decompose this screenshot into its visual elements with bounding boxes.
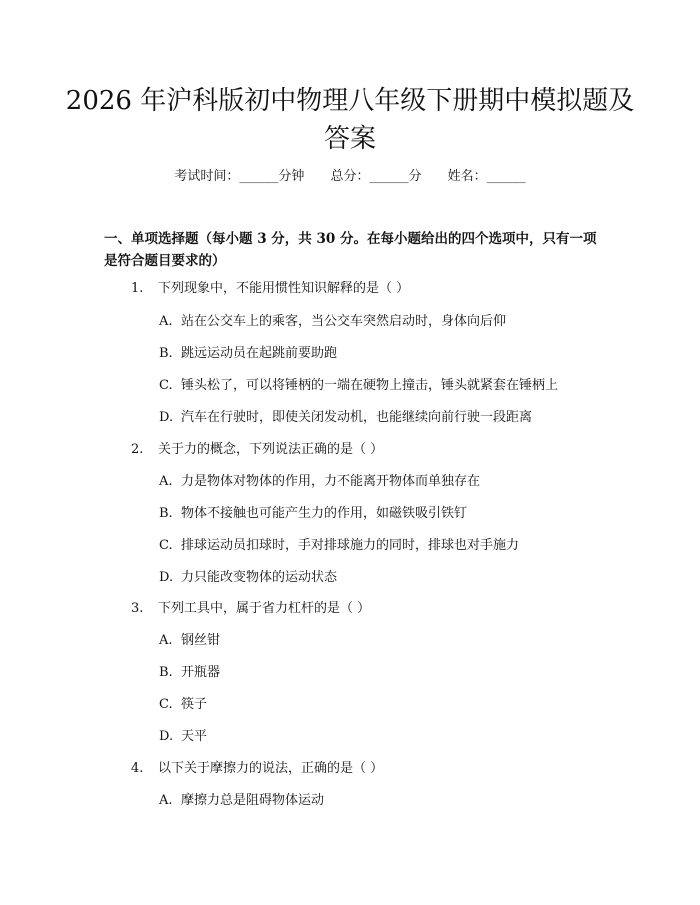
question-4 [131,760,383,778]
question-text: 以下关于摩擦力的说法，正确的是（ ） [158,761,384,776]
option-letter: A. [159,474,173,489]
option-letter: D. [159,410,174,425]
option-4a [159,792,324,810]
section-heading-single-choice: 一、单项选择题（每小题 3 分，共 30 分。在每小题给出的四个选项中，只有一项是符合题目要求的） [104,231,597,269]
option-text: 钢丝钳 [181,633,221,648]
exam-time-label: 考试时间：______分钟 [174,169,305,184]
question-text: 关于力的概念，下列说法正确的是（ ） [158,442,384,457]
option-text: 汽车在行驶时，即使关闭发动机，也能继续向前行驶一段距离 [181,410,533,425]
option-text: 摩擦力总是阻碍物体运动 [181,793,325,808]
question-2 [131,441,383,459]
option-1b [159,345,337,363]
option-text: 力只能改变物体的运动状态 [181,570,338,585]
question-number: 4. [131,761,144,776]
option-text: 站在公交车上的乘客，当公交车突然启动时，身体向后仰 [181,314,507,329]
option-1d [159,409,532,427]
option-text: 开瓶器 [181,665,221,680]
option-3a [159,632,220,650]
option-2a [159,473,480,491]
option-text: 力是物体对物体的作用，力不能离开物体而单独存在 [181,474,481,489]
option-3b [159,664,220,682]
option-letter: C. [159,538,173,553]
option-letter: B. [159,665,173,680]
option-letter: A. [159,633,173,648]
option-letter: B. [159,506,173,521]
option-letter: D. [159,570,174,585]
question-1 [131,280,409,298]
option-2b [159,505,467,523]
option-text: 锤头松了，可以将锤柄的一端在硬物上撞击，锤头就紧套在锤柄上 [181,378,559,393]
total-score-label: 总分：______分 [330,169,422,184]
document-title: 2026 年沪科版初中物理八年级下册期中模拟题及答案 [65,86,635,154]
option-3c [159,696,207,714]
option-text: 物体不接触也可能产生力的作用，如磁铁吸引铁钉 [181,506,468,521]
option-2d [159,569,337,587]
option-letter: C. [159,378,173,393]
option-letter: D. [159,729,174,744]
question-text: 下列现象中，不能用惯性知识解释的是（ ） [158,281,410,296]
student-name-label: 姓名：______ [447,169,526,184]
option-letter: B. [159,346,173,361]
option-2c [159,537,519,555]
question-3 [131,600,370,618]
option-text: 跳远运动员在起跳前要助跑 [181,346,338,361]
option-text: 排球运动员扣球时，手对排球施力的同时，排球也对手施力 [181,538,520,553]
exam-meta [0,168,700,186]
question-number: 2. [131,442,144,457]
question-number: 1. [131,281,144,296]
question-text: 下列工具中，属于省力杠杆的是（ ） [158,601,371,616]
option-3d [159,728,207,746]
question-number: 3. [131,601,144,616]
option-1c [159,377,558,395]
option-1a [159,313,506,331]
option-letter: A. [159,314,173,329]
option-letter: A. [159,793,173,808]
option-text: 天平 [181,729,208,744]
option-letter: C. [159,697,173,712]
option-text: 筷子 [181,697,208,712]
